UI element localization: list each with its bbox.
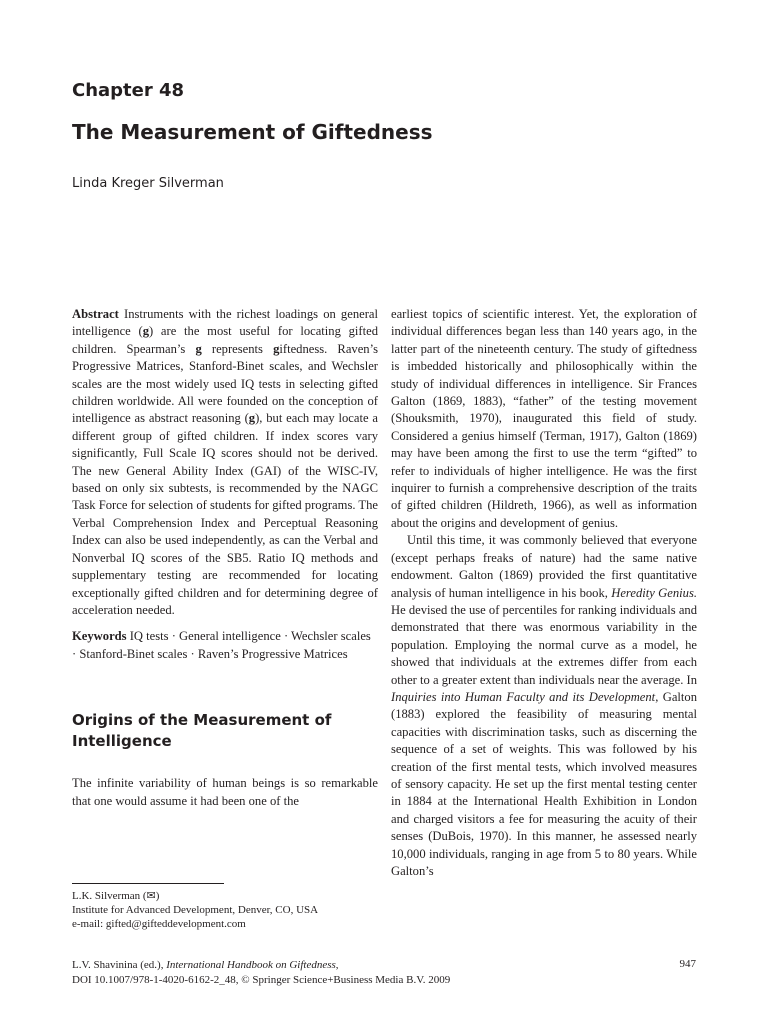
chapter-title: The Measurement of Giftedness <box>72 120 433 144</box>
abstract-g-symbol: g <box>142 324 149 339</box>
body-text: Until this time, it was commonly believed that everyone (except perhaps freaks of nature) had the same native endowment. Galton (1869) provided the first quantitative analysis of human intelligence in his book, <box>391 533 697 600</box>
footer-book-title: International Handbook on Giftedness <box>166 959 336 971</box>
footer-text: L.V. Shavinina (ed.), <box>72 959 167 971</box>
keywords-heading: Keywords <box>72 629 127 644</box>
footer-doi-line: DOI 10.1007/978-1-4020-6162-2_48, © Springer Science+Business Media B.V. 2009 <box>72 974 451 986</box>
chapter-label: Chapter 48 <box>72 80 185 101</box>
footnote-divider <box>72 883 224 884</box>
citation-footer <box>72 958 450 988</box>
abstract-g-symbol: g <box>195 341 202 356</box>
left-column <box>72 306 378 810</box>
author-footnote <box>72 889 318 931</box>
footnote-email: e-mail: gifted@gifteddevelopment.com <box>72 918 246 930</box>
author-name: Linda Kreger Silverman <box>72 176 224 191</box>
footnote-author: L.K. Silverman (✉) <box>72 890 160 902</box>
body-text: , Galton (1883) explored the feasibility of measuring mental capacities with discrimination tasks, such as discerning the sequence of a set of weights. This was followed by his creation of the first mental tests, which involved measures of sensory capacity. He set up the first mental testing center in 1884 at the International Health Exhibition in London and charged visitors a fee for measuring the acuity of their senses (DuBois, 1970). In this manner, he assessed nearly 10,000 individuals, ranging in age from 5 to 80 years. While Galton’s <box>391 689 698 878</box>
book-title-inquiries: Inquiries into Human Faculty and its Development <box>391 689 656 704</box>
abstract-text-5: ), but each may locate a different group of gifted children. If index scores vary significantly, Full Scale IQ scores should not be derived. The new General Ability Index (GAI) of the WISC-IV, based on only six subtests, is recommended by the NAGC Task Force for selection of students for gifted programs. The Verbal Comprehension Index and Perceptual Reasoning Index can also be used independently, as can the Verbal and Nonverbal IQ scores of the SB5. Ratio IQ methods and supplementary testing are recommended for locating exceptionally gifted children and for determining degree of acceleration needed. <box>72 411 378 617</box>
abstract-text-4: iftedness. Raven’s Progressive Matrices, Stanford-Binet scales, and Wechsler scales are the most widely used IQ tests in selecting gifted children worldwide. All were founded on the conception of intelligence as abstract reasoning ( <box>72 341 378 426</box>
abstract-heading: Abstract <box>72 307 119 321</box>
footnote-affiliation: Institute for Advanced Development, Denver, CO, USA <box>72 904 319 916</box>
abstract-text-1: Instruments with the richest loadings on general intelligence ( <box>72 307 378 339</box>
abstract-text-3: represents <box>201 341 274 356</box>
abstract-text-2: ) are the most useful for locating gifted children. Spearman’s <box>72 324 379 356</box>
page-number: 947 <box>679 958 696 970</box>
footer-editor-line <box>72 958 450 973</box>
body-text: He devised the use of percentiles for ranking individuals and demonstrated that there was enormous variability in the population. Employing the normal curve as a model, he showed that individuals at the extremes differ from each other to a greater extent than individuals near the average. In <box>391 602 698 687</box>
abstract-paragraph <box>72 306 378 619</box>
section-heading: Origins of the Measurement of Intelligence <box>72 711 332 751</box>
right-column <box>391 306 697 880</box>
book-title-heredity-genius: Heredity Genius. <box>611 585 698 600</box>
keywords-text: IQ tests · General intelligence · Wechsler scales · Stanford-Binet scales · Raven’s Progressive Matrices <box>72 629 371 661</box>
body-paragraph-1: earliest topics of scientific interest. Yet, the exploration of individual differences began less than 140 years ago, in the latter part of the nineteenth century. The study of giftedness is imbedded historically and philosophically within the study of individual differences in intelligence. Sir Frances Galton (1869, 1883), “father” of the testing movement (Shouksmith, 1970), inaugurated this field of study. Considered a genius himself (Terman, 1917), Galton (1869) may have been among the first to use the term “gifted” to refer to individuals of higher intelligence. He was the first inquirer to furnish a comprehensive description of the traits of gifted children (Hildreth, 1966), as well as information about the origins and development of genius. <box>391 307 697 530</box>
keywords-paragraph <box>72 628 378 663</box>
body-paragraph-2 <box>391 532 697 880</box>
section-intro-paragraph: The infinite variability of human beings is so remarkable that one would assume it had been one of the <box>72 776 378 808</box>
footer-text: , <box>335 959 339 971</box>
abstract-g-symbol: g <box>248 411 256 426</box>
abstract-g-symbol: g <box>273 341 280 356</box>
